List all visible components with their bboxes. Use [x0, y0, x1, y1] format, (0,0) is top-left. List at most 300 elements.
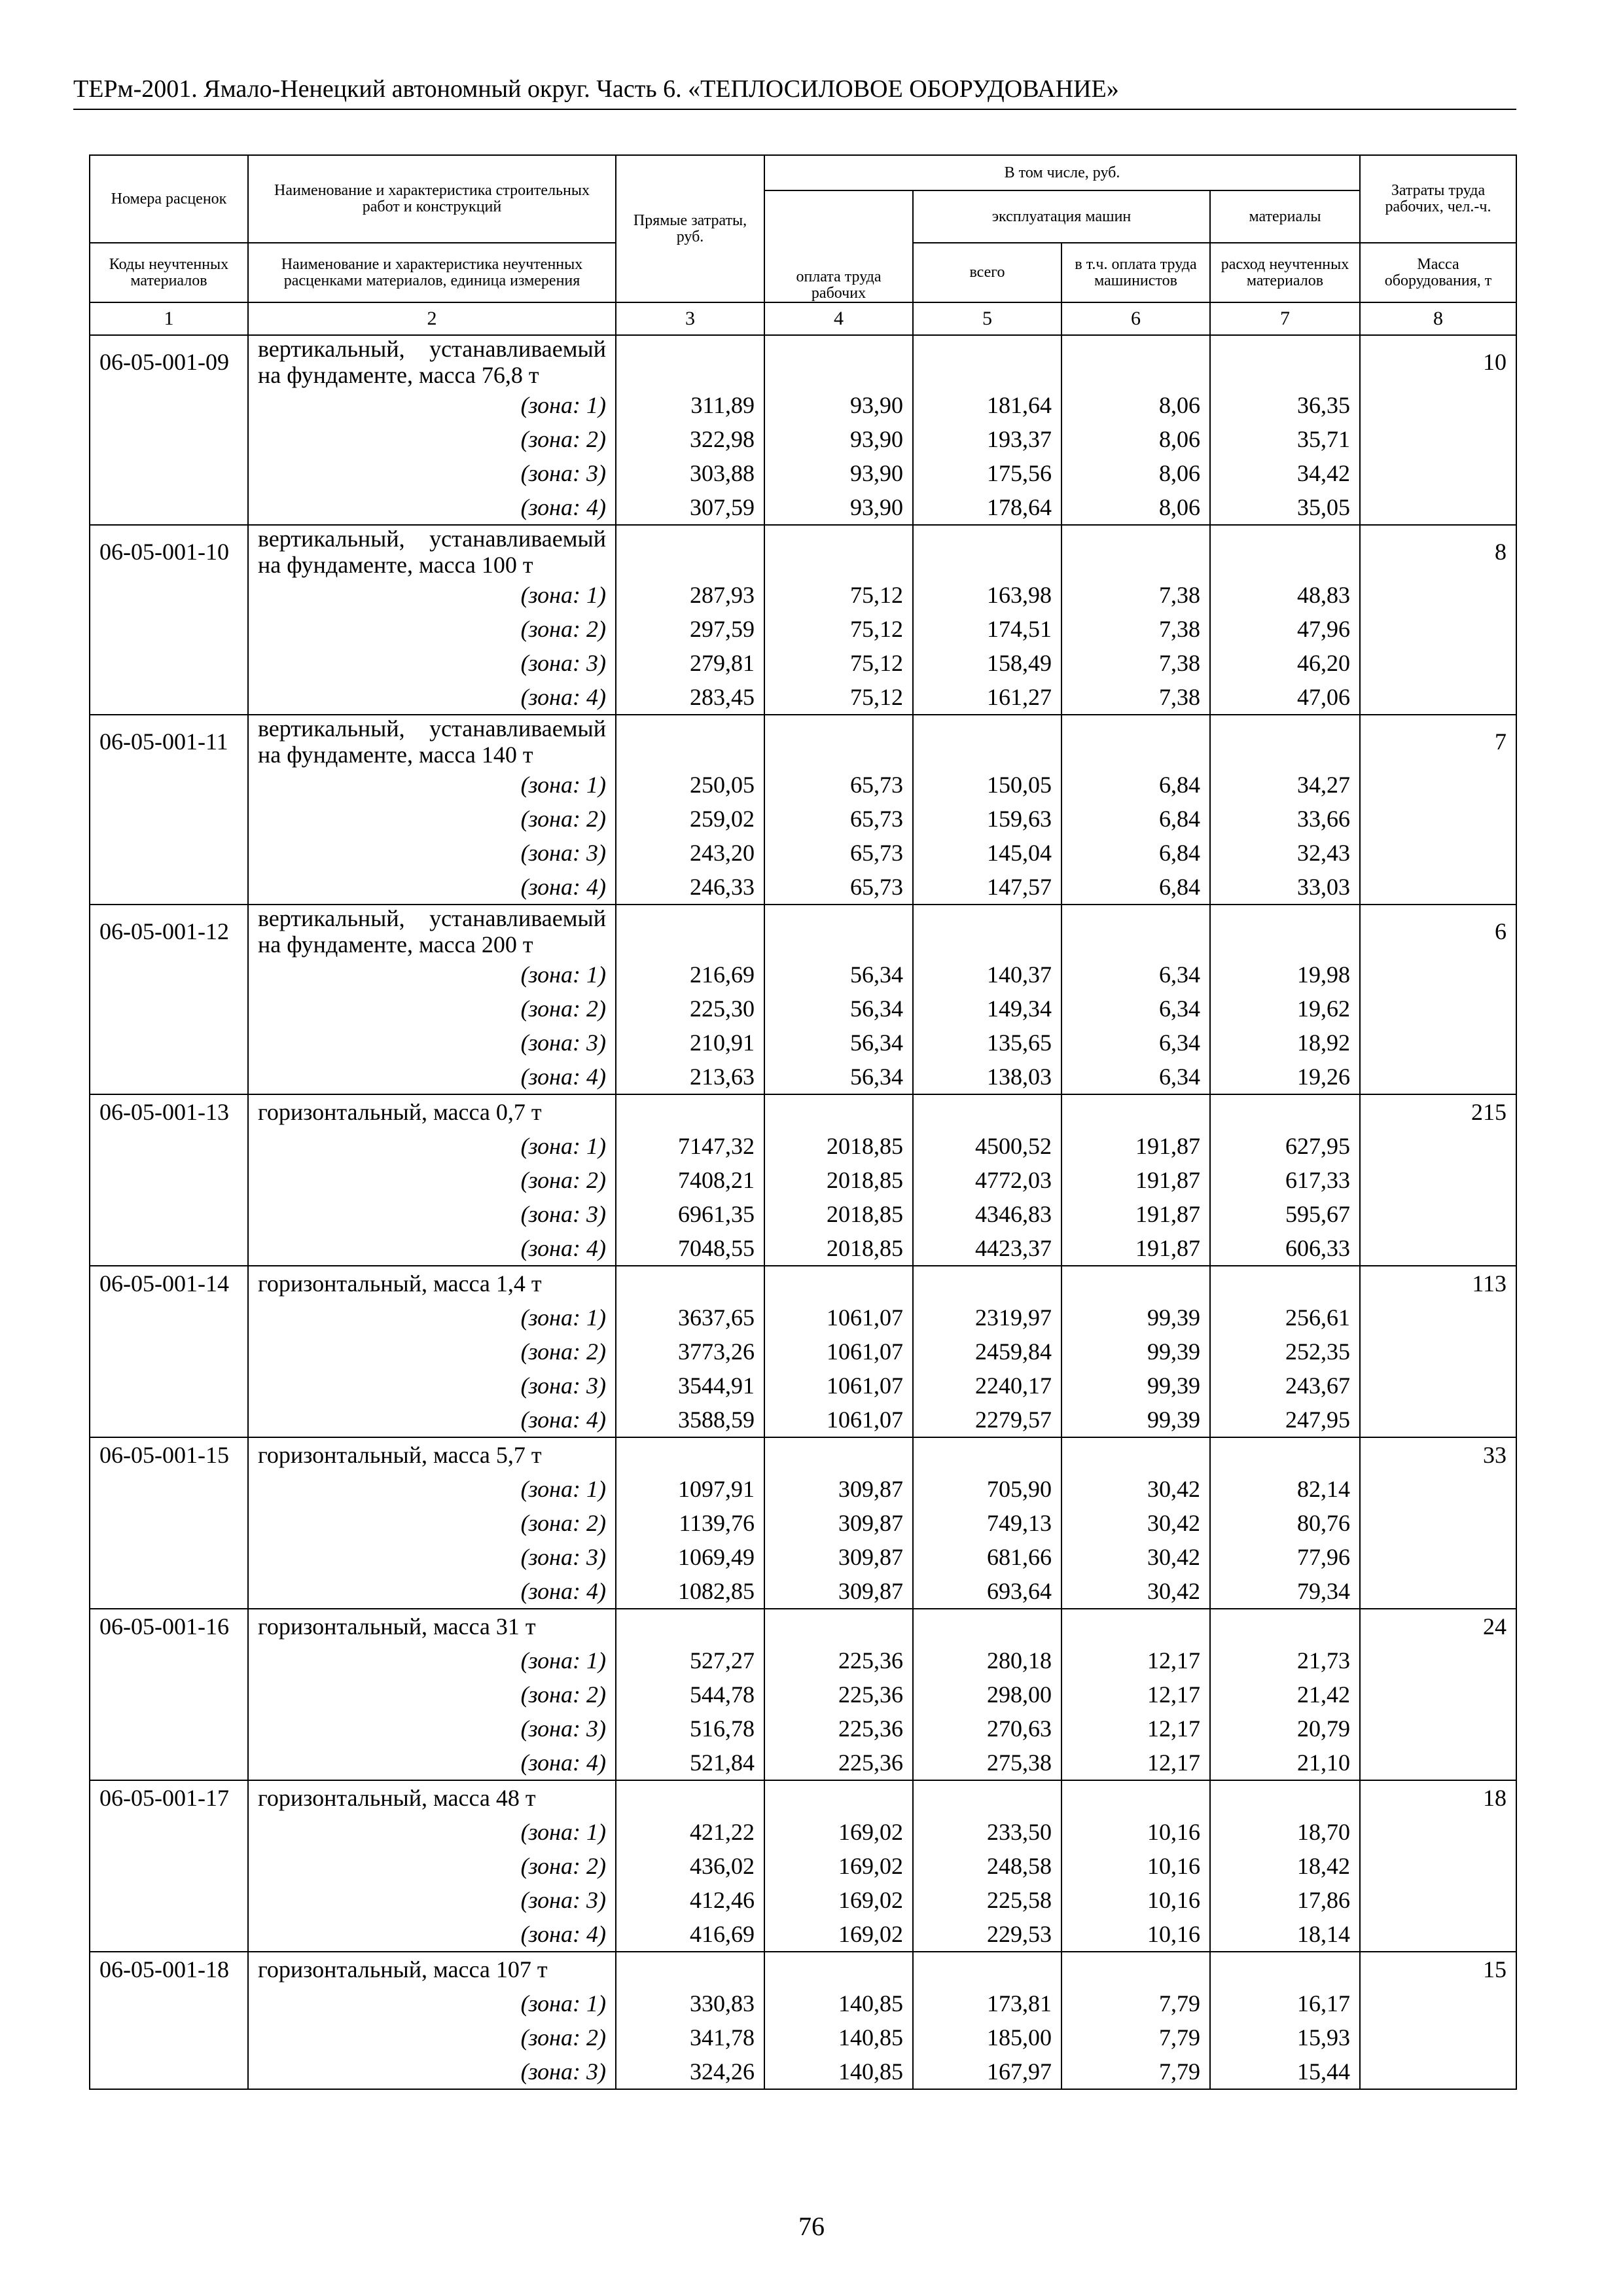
machinists-pay: 6,34 — [1061, 958, 1210, 992]
rate-code: 06-05-001-13 — [90, 1094, 248, 1129]
header-including: В том числе, руб. — [764, 155, 1360, 190]
direct-costs: 3773,26 — [616, 1335, 764, 1369]
empty-cell — [1360, 490, 1516, 525]
empty-cell — [1360, 1986, 1516, 2020]
empty-cell — [913, 335, 1061, 388]
empty-cell — [1360, 1746, 1516, 1780]
empty-cell — [1360, 456, 1516, 490]
empty-cell — [90, 1300, 248, 1335]
empty-cell — [1061, 1780, 1210, 1815]
direct-costs: 303,88 — [616, 456, 764, 490]
materials-cost: 80,76 — [1210, 1506, 1360, 1540]
rate-code: 06-05-001-16 — [90, 1609, 248, 1643]
machinists-pay: 10,16 — [1061, 1917, 1210, 1952]
zone-row — [90, 1026, 1516, 1060]
zone-label: (зона: 3) — [248, 456, 616, 490]
rate-title-row — [90, 905, 1516, 958]
empty-cell — [1360, 802, 1516, 836]
labor-pay: 93,90 — [764, 490, 913, 525]
empty-cell — [90, 1231, 248, 1266]
direct-costs: 322,98 — [616, 422, 764, 456]
empty-cell — [90, 1197, 248, 1231]
empty-cell — [764, 905, 913, 958]
machinists-pay: 99,39 — [1061, 1335, 1210, 1369]
empty-cell — [90, 1472, 248, 1506]
rate-title-row — [90, 1094, 1516, 1129]
machinists-pay: 30,42 — [1061, 1506, 1210, 1540]
machinists-pay: 6,84 — [1061, 836, 1210, 870]
rate-code: 06-05-001-10 — [90, 525, 248, 578]
column-number: 2 — [248, 302, 616, 335]
zone-label: (зона: 3) — [248, 1883, 616, 1917]
materials-cost: 15,93 — [1210, 2020, 1360, 2054]
empty-cell — [764, 715, 913, 768]
empty-cell — [90, 836, 248, 870]
machinists-pay: 191,87 — [1061, 1129, 1210, 1163]
rate-entry — [90, 525, 1516, 715]
machinists-pay: 12,17 — [1061, 1643, 1210, 1677]
rate-code: 06-05-001-15 — [90, 1437, 248, 1472]
empty-cell — [90, 768, 248, 802]
direct-costs: 243,20 — [616, 836, 764, 870]
empty-cell — [1360, 1540, 1516, 1574]
direct-costs: 1097,91 — [616, 1472, 764, 1506]
machinists-pay: 191,87 — [1061, 1197, 1210, 1231]
empty-cell — [1061, 1609, 1210, 1643]
machines-total: 229,53 — [913, 1917, 1061, 1952]
labor-pay: 65,73 — [764, 870, 913, 905]
machines-total: 2459,84 — [913, 1335, 1061, 1369]
rate-title-row — [90, 1780, 1516, 1815]
direct-costs: 544,78 — [616, 1677, 764, 1712]
materials-cost: 33,03 — [1210, 870, 1360, 905]
rate-title: вертикальный, устанавливаемый на фундаменте, масса 140 т — [248, 715, 616, 768]
zone-row — [90, 1746, 1516, 1780]
machines-total: 693,64 — [913, 1574, 1061, 1609]
empty-cell — [1061, 1437, 1210, 1472]
materials-cost: 606,33 — [1210, 1231, 1360, 1266]
machinists-pay: 30,42 — [1061, 1574, 1210, 1609]
zone-label: (зона: 3) — [248, 836, 616, 870]
machinists-pay: 7,38 — [1061, 646, 1210, 680]
rate-title: горизонтальный, масса 0,7 т — [248, 1094, 616, 1129]
rate-entry — [90, 905, 1516, 1094]
materials-cost: 19,26 — [1210, 1060, 1360, 1094]
machines-total: 173,81 — [913, 1986, 1061, 2020]
header-materials: материалы — [1210, 190, 1360, 243]
empty-cell — [616, 1437, 764, 1472]
materials-cost: 18,42 — [1210, 1849, 1360, 1883]
empty-cell — [90, 1335, 248, 1369]
materials-cost: 20,79 — [1210, 1712, 1360, 1746]
machinists-pay: 8,06 — [1061, 456, 1210, 490]
empty-cell — [1360, 1231, 1516, 1266]
empty-cell — [90, 490, 248, 525]
labor-pay: 169,02 — [764, 1849, 913, 1883]
machines-total: 158,49 — [913, 646, 1061, 680]
rate-code: 06-05-001-18 — [90, 1952, 248, 1986]
machines-total: 145,04 — [913, 836, 1061, 870]
machinists-pay: 8,06 — [1061, 388, 1210, 422]
labor-pay: 309,87 — [764, 1574, 913, 1609]
empty-cell — [1360, 1849, 1516, 1883]
empty-cell — [1210, 335, 1360, 388]
empty-cell — [90, 1677, 248, 1712]
labor-pay: 225,36 — [764, 1643, 913, 1677]
zone-row — [90, 578, 1516, 612]
machinists-pay: 6,84 — [1061, 768, 1210, 802]
direct-costs: 521,84 — [616, 1746, 764, 1780]
zone-row — [90, 958, 1516, 992]
direct-costs: 307,59 — [616, 490, 764, 525]
empty-cell — [1210, 1952, 1360, 1986]
labor-pay: 1061,07 — [764, 1369, 913, 1403]
empty-cell — [90, 992, 248, 1026]
labor-pay: 225,36 — [764, 1712, 913, 1746]
empty-cell — [913, 1266, 1061, 1300]
machinists-pay: 7,38 — [1061, 612, 1210, 646]
zone-row — [90, 836, 1516, 870]
header-rate-numbers: Номера расценок — [90, 155, 248, 243]
labor-cost: 215 — [1360, 1094, 1516, 1129]
empty-cell — [90, 646, 248, 680]
zone-row — [90, 388, 1516, 422]
empty-cell — [1061, 335, 1210, 388]
rate-entry — [90, 1952, 1516, 2089]
empty-cell — [1360, 1506, 1516, 1540]
machinists-pay: 99,39 — [1061, 1403, 1210, 1437]
empty-cell — [1210, 1266, 1360, 1300]
empty-cell — [90, 680, 248, 715]
empty-cell — [1360, 958, 1516, 992]
empty-cell — [1360, 1677, 1516, 1712]
machinists-pay: 10,16 — [1061, 1883, 1210, 1917]
empty-cell — [1360, 1026, 1516, 1060]
header-work-name: Наименование и характеристика строительных работ и конструкций — [248, 155, 616, 243]
empty-cell — [90, 958, 248, 992]
direct-costs: 1139,76 — [616, 1506, 764, 1540]
direct-costs: 330,83 — [616, 1986, 764, 2020]
zone-label: (зона: 3) — [248, 1026, 616, 1060]
materials-cost: 34,42 — [1210, 456, 1360, 490]
empty-cell — [90, 2054, 248, 2089]
direct-costs: 412,46 — [616, 1883, 764, 1917]
empty-cell — [1360, 1403, 1516, 1437]
rate-code: 06-05-001-09 — [90, 335, 248, 388]
empty-cell — [1360, 1369, 1516, 1403]
zone-label: (зона: 2) — [248, 612, 616, 646]
materials-cost: 19,62 — [1210, 992, 1360, 1026]
empty-cell — [1360, 1060, 1516, 1094]
machinists-pay: 12,17 — [1061, 1677, 1210, 1712]
zone-row — [90, 768, 1516, 802]
empty-cell — [1360, 388, 1516, 422]
zone-label: (зона: 1) — [248, 1815, 616, 1849]
empty-cell — [90, 456, 248, 490]
column-number: 1 — [90, 302, 248, 335]
empty-cell — [90, 1986, 248, 2020]
materials-cost: 21,42 — [1210, 1677, 1360, 1712]
machinists-pay: 7,38 — [1061, 680, 1210, 715]
rate-entry — [90, 1437, 1516, 1609]
direct-costs: 7408,21 — [616, 1163, 764, 1197]
column-number: 3 — [616, 302, 764, 335]
machines-total: 280,18 — [913, 1643, 1061, 1677]
empty-cell — [913, 905, 1061, 958]
zone-label: (зона: 4) — [248, 1574, 616, 1609]
rate-title-row — [90, 525, 1516, 578]
labor-cost: 113 — [1360, 1266, 1516, 1300]
empty-cell — [90, 802, 248, 836]
labor-cost: 33 — [1360, 1437, 1516, 1472]
materials-cost: 18,14 — [1210, 1917, 1360, 1952]
empty-cell — [90, 578, 248, 612]
machines-total: 270,63 — [913, 1712, 1061, 1746]
labor-pay: 1061,07 — [764, 1335, 913, 1369]
direct-costs: 436,02 — [616, 1849, 764, 1883]
labor-cost: 15 — [1360, 1952, 1516, 1986]
empty-cell — [90, 388, 248, 422]
direct-costs: 213,63 — [616, 1060, 764, 1094]
zone-row — [90, 992, 1516, 1026]
labor-pay: 1061,07 — [764, 1300, 913, 1335]
machines-total: 4346,83 — [913, 1197, 1061, 1231]
materials-cost: 47,06 — [1210, 680, 1360, 715]
zone-label: (зона: 3) — [248, 1540, 616, 1574]
empty-cell — [1360, 612, 1516, 646]
empty-cell — [1061, 1952, 1210, 1986]
machinists-pay: 10,16 — [1061, 1815, 1210, 1849]
zone-label: (зона: 2) — [248, 422, 616, 456]
machines-total: 150,05 — [913, 768, 1061, 802]
empty-cell — [1210, 1780, 1360, 1815]
machines-total: 178,64 — [913, 490, 1061, 525]
labor-pay: 65,73 — [764, 836, 913, 870]
empty-cell — [764, 525, 913, 578]
header-labor-pay-spacer — [764, 190, 913, 269]
zone-row — [90, 2020, 1516, 2054]
machines-total: 4423,37 — [913, 1231, 1061, 1266]
zone-row — [90, 1643, 1516, 1677]
labor-pay: 225,36 — [764, 1746, 913, 1780]
empty-cell — [764, 1609, 913, 1643]
rate-title: вертикальный, устанавливаемый на фундаменте, масса 100 т — [248, 525, 616, 578]
empty-cell — [764, 1094, 913, 1129]
labor-pay: 225,36 — [764, 1677, 913, 1712]
zone-label: (зона: 1) — [248, 1300, 616, 1335]
machinists-pay: 6,34 — [1061, 1060, 1210, 1094]
zone-row — [90, 1335, 1516, 1369]
zone-row — [90, 1060, 1516, 1094]
direct-costs: 6961,35 — [616, 1197, 764, 1231]
empty-cell — [1360, 1917, 1516, 1952]
zone-label: (зона: 1) — [248, 1986, 616, 2020]
empty-cell — [1210, 525, 1360, 578]
zone-row — [90, 802, 1516, 836]
empty-cell — [1360, 870, 1516, 905]
empty-cell — [913, 1437, 1061, 1472]
machines-total: 2240,17 — [913, 1369, 1061, 1403]
empty-cell — [1061, 905, 1210, 958]
machines-total: 175,56 — [913, 456, 1061, 490]
empty-cell — [90, 1746, 248, 1780]
empty-cell — [90, 1540, 248, 1574]
header-labor-pay: оплата труда рабочих — [764, 269, 913, 302]
rate-title: вертикальный, устанавливаемый на фундаменте, масса 200 т — [248, 905, 616, 958]
empty-cell — [1360, 1129, 1516, 1163]
machines-total: 225,58 — [913, 1883, 1061, 1917]
empty-cell — [1360, 422, 1516, 456]
empty-cell — [1360, 646, 1516, 680]
empty-cell — [764, 335, 913, 388]
rate-code: 06-05-001-17 — [90, 1780, 248, 1815]
rate-title: горизонтальный, масса 48 т — [248, 1780, 616, 1815]
labor-pay: 309,87 — [764, 1506, 913, 1540]
materials-cost: 82,14 — [1210, 1472, 1360, 1506]
machines-total: 4772,03 — [913, 1163, 1061, 1197]
materials-cost: 48,83 — [1210, 578, 1360, 612]
empty-cell — [90, 612, 248, 646]
zone-row — [90, 1540, 1516, 1574]
zone-label: (зона: 4) — [248, 1403, 616, 1437]
zone-label: (зона: 3) — [248, 1712, 616, 1746]
rate-title-row — [90, 1437, 1516, 1472]
machines-total: 167,97 — [913, 2054, 1061, 2089]
labor-pay: 75,12 — [764, 680, 913, 715]
zone-row — [90, 2054, 1516, 2089]
machines-total: 705,90 — [913, 1472, 1061, 1506]
machinists-pay: 99,39 — [1061, 1300, 1210, 1335]
labor-cost: 10 — [1360, 335, 1516, 388]
labor-pay: 93,90 — [764, 456, 913, 490]
zone-label: (зона: 2) — [248, 992, 616, 1026]
machinists-pay: 7,79 — [1061, 2020, 1210, 2054]
labor-pay: 140,85 — [764, 2054, 913, 2089]
empty-cell — [90, 1506, 248, 1540]
empty-cell — [764, 1437, 913, 1472]
machinists-pay: 30,42 — [1061, 1540, 1210, 1574]
zone-label: (зона: 4) — [248, 870, 616, 905]
machines-total: 138,03 — [913, 1060, 1061, 1094]
labor-pay: 56,34 — [764, 1026, 913, 1060]
header-direct-costs: Прямые затраты, руб. — [616, 155, 764, 302]
empty-cell — [764, 1780, 913, 1815]
materials-cost: 79,34 — [1210, 1574, 1360, 1609]
empty-cell — [1360, 1197, 1516, 1231]
rate-entry — [90, 1609, 1516, 1780]
empty-cell — [90, 1815, 248, 1849]
machines-total: 135,65 — [913, 1026, 1061, 1060]
zone-row — [90, 1197, 1516, 1231]
empty-cell — [616, 335, 764, 388]
empty-cell — [1061, 715, 1210, 768]
zone-label: (зона: 4) — [248, 1746, 616, 1780]
zone-label: (зона: 4) — [248, 680, 616, 715]
direct-costs: 287,93 — [616, 578, 764, 612]
empty-cell — [1360, 1335, 1516, 1369]
empty-cell — [90, 1849, 248, 1883]
rate-title-row — [90, 715, 1516, 768]
zone-row — [90, 1677, 1516, 1712]
zone-label: (зона: 4) — [248, 490, 616, 525]
direct-costs: 283,45 — [616, 680, 764, 715]
header-material-names: Наименование и характеристика неучтенных расценками материалов, единица измерения — [248, 243, 616, 302]
machinists-pay: 6,84 — [1061, 870, 1210, 905]
zone-row — [90, 1369, 1516, 1403]
machines-total: 2319,97 — [913, 1300, 1061, 1335]
labor-cost: 7 — [1360, 715, 1516, 768]
machinists-pay: 12,17 — [1061, 1746, 1210, 1780]
materials-cost: 252,35 — [1210, 1335, 1360, 1369]
empty-cell — [1360, 680, 1516, 715]
materials-cost: 595,67 — [1210, 1197, 1360, 1231]
zone-row — [90, 1849, 1516, 1883]
machines-total: 233,50 — [913, 1815, 1061, 1849]
materials-cost: 32,43 — [1210, 836, 1360, 870]
materials-cost: 77,96 — [1210, 1540, 1360, 1574]
labor-pay: 309,87 — [764, 1472, 913, 1506]
labor-pay: 140,85 — [764, 1986, 913, 2020]
empty-cell — [90, 1917, 248, 1952]
direct-costs: 416,69 — [616, 1917, 764, 1952]
zone-label: (зона: 4) — [248, 1060, 616, 1094]
machines-total: 681,66 — [913, 1540, 1061, 1574]
rate-entry — [90, 715, 1516, 905]
empty-cell — [90, 422, 248, 456]
empty-cell — [90, 1163, 248, 1197]
materials-cost: 46,20 — [1210, 646, 1360, 680]
rate-title: горизонтальный, масса 5,7 т — [248, 1437, 616, 1472]
column-number: 5 — [913, 302, 1061, 335]
header-labor-costs: Затраты труда рабочих, чел.-ч. — [1360, 155, 1516, 243]
empty-cell — [616, 1266, 764, 1300]
header-machinists-pay: в т.ч. оплата труда машинистов — [1061, 243, 1210, 302]
direct-costs: 210,91 — [616, 1026, 764, 1060]
rate-code: 06-05-001-11 — [90, 715, 248, 768]
labor-pay: 65,73 — [764, 768, 913, 802]
labor-pay: 1061,07 — [764, 1403, 913, 1437]
rate-entry — [90, 335, 1516, 525]
zone-label: (зона: 1) — [248, 388, 616, 422]
empty-cell — [913, 1094, 1061, 1129]
machines-total: 248,58 — [913, 1849, 1061, 1883]
labor-pay: 56,34 — [764, 958, 913, 992]
direct-costs: 527,27 — [616, 1643, 764, 1677]
direct-costs: 311,89 — [616, 388, 764, 422]
zone-row — [90, 870, 1516, 905]
labor-pay: 56,34 — [764, 1060, 913, 1094]
labor-pay: 140,85 — [764, 2020, 913, 2054]
materials-cost: 18,70 — [1210, 1815, 1360, 1849]
direct-costs: 3544,91 — [616, 1369, 764, 1403]
labor-pay: 75,12 — [764, 612, 913, 646]
empty-cell — [913, 1952, 1061, 1986]
machinists-pay: 8,06 — [1061, 422, 1210, 456]
empty-cell — [1360, 1574, 1516, 1609]
rate-title: горизонтальный, масса 31 т — [248, 1609, 616, 1643]
zone-label: (зона: 2) — [248, 2020, 616, 2054]
column-number: 6 — [1061, 302, 1210, 335]
empty-cell — [1210, 715, 1360, 768]
machinists-pay: 10,16 — [1061, 1849, 1210, 1883]
empty-cell — [1360, 1300, 1516, 1335]
empty-cell — [913, 715, 1061, 768]
empty-cell — [1210, 905, 1360, 958]
zone-label: (зона: 2) — [248, 1163, 616, 1197]
materials-cost: 256,61 — [1210, 1300, 1360, 1335]
rates-table — [89, 154, 1517, 2090]
materials-cost: 35,71 — [1210, 422, 1360, 456]
